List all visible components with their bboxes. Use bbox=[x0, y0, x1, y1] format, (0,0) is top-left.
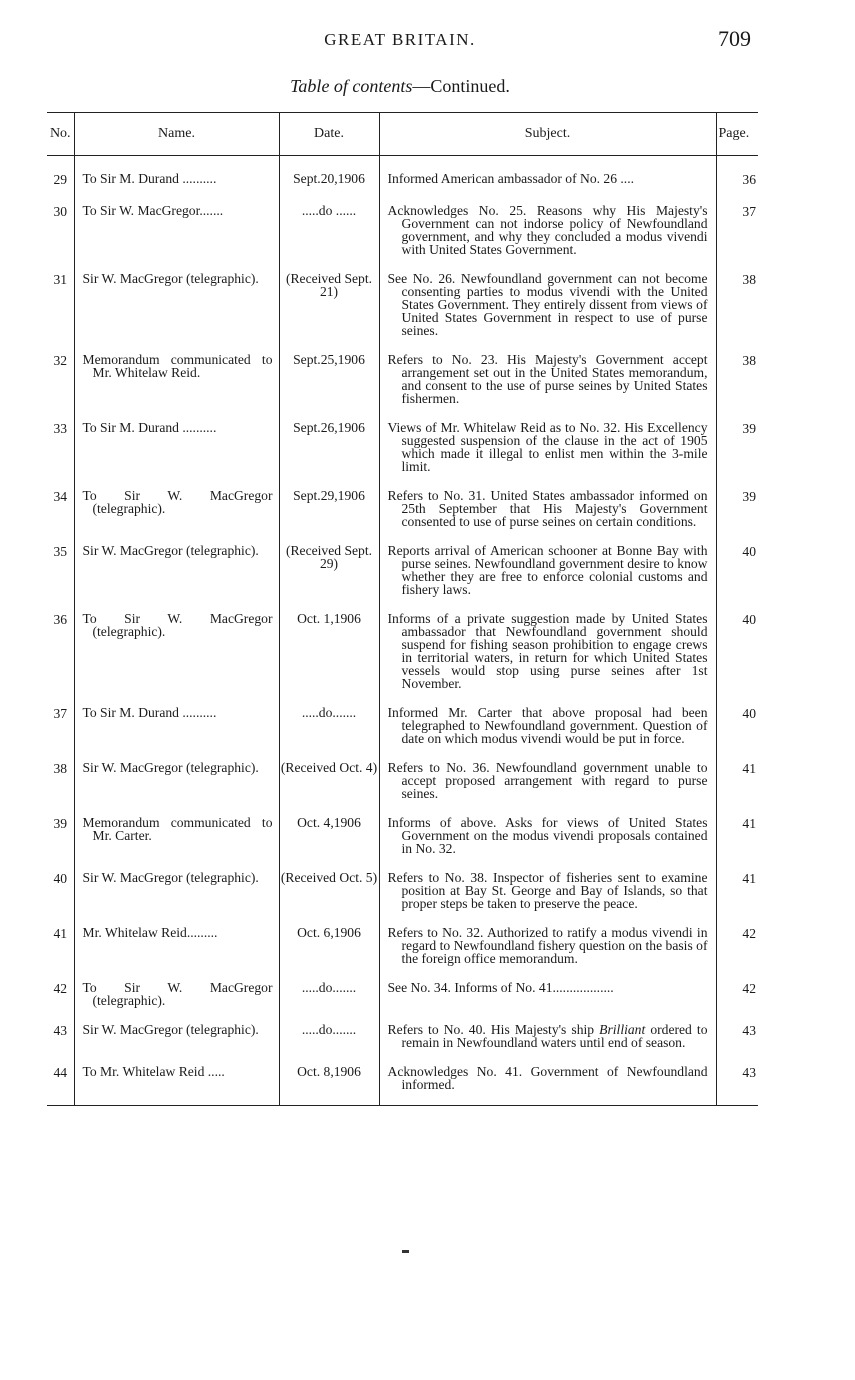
entry-number: 32 bbox=[53, 353, 68, 368]
table-row bbox=[47, 200, 758, 268]
entry-name: Sir W. MacGregor (telegraphic). bbox=[74, 757, 279, 812]
contents-table bbox=[47, 112, 758, 1106]
entry-name: To Mr. Whitelaw Reid ..... bbox=[74, 1061, 279, 1106]
entry-name: Memorandum communicated to Mr. Whitelaw Reid. bbox=[74, 349, 279, 417]
entry-name: To Sir W. MacGregor....... bbox=[74, 200, 279, 268]
entry-subject: Refers to No. 38. Inspector of fisheries sent to examine position at Bay St. George and Bay of Islands, so that proper steps be taken to preserve the peace. bbox=[379, 867, 716, 922]
entry-date: Oct. 1,1906 bbox=[279, 608, 379, 702]
entry-date: (Received Sept. 29) bbox=[279, 540, 379, 608]
footer-ornament bbox=[402, 1250, 409, 1253]
entry-date: Oct. 4,1906 bbox=[279, 812, 379, 867]
entry-subject: Acknowledges No. 41. Government of Newfoundland informed. bbox=[379, 1061, 716, 1106]
entry-date: Sept.20,1906 bbox=[279, 168, 379, 200]
entry-subject: See No. 34. Informs of No. 41.................. bbox=[379, 977, 716, 1019]
running-header: GREAT BRITAIN. bbox=[324, 30, 476, 49]
entry-name: Sir W. MacGregor (telegraphic). bbox=[74, 268, 279, 349]
entry-page: 40 bbox=[716, 702, 758, 757]
entry-date: .....do....... bbox=[279, 1019, 379, 1061]
entry-subject: Informed Mr. Carter that above proposal had been telegraphed to Newfoundland government. Question of date on which modus vivendi would be put in force. bbox=[379, 702, 716, 757]
table-row bbox=[47, 268, 758, 349]
entry-number: 30 bbox=[53, 204, 68, 219]
entry-number: 37 bbox=[53, 706, 68, 721]
entry-subject: Informs of a private suggestion made by United States ambassador that Newfoundland government should suspend for fishing season prohibition to engage crews in territorial waters, in return for which United States vessels would stop using purse seines after 1st November. bbox=[379, 608, 716, 702]
entry-name: Sir W. MacGregor (telegraphic). bbox=[74, 540, 279, 608]
entry-page: 39 bbox=[716, 417, 758, 485]
column-header-page: Page. bbox=[716, 113, 758, 156]
table-row bbox=[47, 1019, 758, 1061]
subtitle-continued: —Continued. bbox=[412, 76, 510, 96]
entry-number: 34 bbox=[53, 489, 68, 504]
entry-name: To Sir W. MacGregor (telegraphic). bbox=[74, 977, 279, 1019]
column-header-no: No. bbox=[47, 113, 74, 156]
entry-date: (Received Sept. 21) bbox=[279, 268, 379, 349]
entry-subject: Refers to No. 40. His Majesty's ship Brilliant ordered to remain in Newfoundland waters until end of season. bbox=[379, 1019, 716, 1061]
entry-number: 42 bbox=[53, 981, 68, 996]
entry-page: 42 bbox=[716, 977, 758, 1019]
entry-date: Oct. 6,1906 bbox=[279, 922, 379, 977]
entry-page: 38 bbox=[716, 349, 758, 417]
entry-number: 43 bbox=[53, 1023, 68, 1038]
entry-number: 36 bbox=[53, 612, 68, 627]
entry-number: 44 bbox=[47, 1061, 74, 1106]
entry-subject: Acknowledges No. 25. Reasons why His Majesty's Government can not indorse policy of Newfoundland government, and why they concluded a modus vivendi with United States Government. bbox=[379, 200, 716, 268]
entry-page: 41 bbox=[716, 812, 758, 867]
page-number: 709 bbox=[718, 26, 751, 51]
ship-name: Brilliant bbox=[599, 1022, 646, 1037]
entry-date: Sept.26,1906 bbox=[279, 417, 379, 485]
entry-number: 41 bbox=[53, 926, 68, 941]
entry-number: 33 bbox=[53, 421, 68, 436]
entry-name: Sir W. MacGregor (telegraphic). bbox=[74, 1019, 279, 1061]
entry-number: 35 bbox=[53, 544, 68, 559]
entry-date: Oct. 8,1906 bbox=[279, 1061, 379, 1106]
entry-page: 41 bbox=[716, 757, 758, 812]
entry-number: 40 bbox=[53, 871, 68, 886]
table-row bbox=[47, 608, 758, 702]
entry-page: 37 bbox=[716, 200, 758, 268]
entry-page: 42 bbox=[716, 922, 758, 977]
table-row bbox=[47, 702, 758, 757]
entry-date: .....do....... bbox=[279, 702, 379, 757]
entry-page: 38 bbox=[716, 268, 758, 349]
entry-subject: Informs of above. Asks for views of United States Government on the modus vivendi proposals contained in No. 32. bbox=[379, 812, 716, 867]
table-row bbox=[47, 349, 758, 417]
table-row bbox=[47, 922, 758, 977]
entry-page: 39 bbox=[716, 485, 758, 540]
entry-subject: See No. 26. Newfoundland government can not become consenting parties to modus vivendi with the United States Government. They entirely dissent from views of United States Government in respect to use of purse seines. bbox=[379, 268, 716, 349]
entry-name: To Sir M. Durand .......... bbox=[74, 168, 279, 200]
entry-subject: Reports arrival of American schooner at Bonne Bay with purse seines. Newfoundland government desire to know whether they are free to enforce colonial customs and fishery laws. bbox=[379, 540, 716, 608]
entry-name: To Sir W. MacGregor (telegraphic). bbox=[74, 608, 279, 702]
entry-page: 41 bbox=[716, 867, 758, 922]
subtitle-italic: Table of contents bbox=[290, 76, 413, 96]
table-header-row bbox=[47, 113, 758, 156]
entry-name: To Sir M. Durand .......... bbox=[74, 702, 279, 757]
entry-date: .....do ...... bbox=[279, 200, 379, 268]
table-row bbox=[47, 812, 758, 867]
entry-name: Mr. Whitelaw Reid......... bbox=[74, 922, 279, 977]
entry-name: Sir W. MacGregor (telegraphic). bbox=[74, 867, 279, 922]
column-header-subject: Subject. bbox=[379, 113, 716, 156]
entry-subject: Refers to No. 31. United States ambassador informed on 25th September that His Majesty's Government consented to use of purse seines on certain conditions. bbox=[379, 485, 716, 540]
table-row bbox=[47, 1061, 758, 1106]
entry-subject: Refers to No. 32. Authorized to ratify a modus vivendi in regard to Newfoundland fishery question on the basis of the foreign office memorandum. bbox=[379, 922, 716, 977]
entry-date: .....do....... bbox=[279, 977, 379, 1019]
table-row bbox=[47, 417, 758, 485]
table-row bbox=[47, 540, 758, 608]
table-row bbox=[47, 867, 758, 922]
entry-number: 31 bbox=[53, 272, 68, 287]
entry-date: Sept.29,1906 bbox=[279, 485, 379, 540]
table-row bbox=[47, 977, 758, 1019]
column-header-date: Date. bbox=[279, 113, 379, 156]
table-row bbox=[47, 485, 758, 540]
entry-name: To Sir W. MacGregor (telegraphic). bbox=[74, 485, 279, 540]
entry-subject: Views of Mr. Whitelaw Reid as to No. 32. His Excellency suggested suspension of the clause in the act of 1905 which made it illegal to enlist men within the 3-mile limit. bbox=[379, 417, 716, 485]
entry-page: 40 bbox=[716, 540, 758, 608]
entry-subject: Refers to No. 36. Newfoundland government unable to accept proposed arrangement with regard to purse seines. bbox=[379, 757, 716, 812]
section-subtitle bbox=[0, 76, 800, 97]
entry-page: 43 bbox=[716, 1019, 758, 1061]
entry-date: (Received Oct. 4) bbox=[279, 757, 379, 812]
entry-number: 39 bbox=[53, 816, 68, 831]
entry-subject: Refers to No. 23. His Majesty's Government accept arrangement set out in the United States memorandum, and consent to the use of purse seines by United States fishermen. bbox=[379, 349, 716, 417]
table-row bbox=[47, 757, 758, 812]
entry-subject: Informed American ambassador of No. 26 .... bbox=[379, 168, 716, 200]
entry-date: Sept.25,1906 bbox=[279, 349, 379, 417]
entry-page: 40 bbox=[716, 608, 758, 702]
column-header-name: Name. bbox=[74, 113, 279, 156]
entry-number: 29 bbox=[53, 172, 68, 187]
entry-name: To Sir M. Durand .......... bbox=[74, 417, 279, 485]
entry-date: (Received Oct. 5) bbox=[279, 867, 379, 922]
entry-number: 38 bbox=[53, 761, 68, 776]
table-row bbox=[47, 168, 758, 200]
entry-page: 36 bbox=[716, 168, 758, 200]
entry-page: 43 bbox=[716, 1061, 758, 1106]
entry-name: Memorandum communicated to Mr. Carter. bbox=[74, 812, 279, 867]
